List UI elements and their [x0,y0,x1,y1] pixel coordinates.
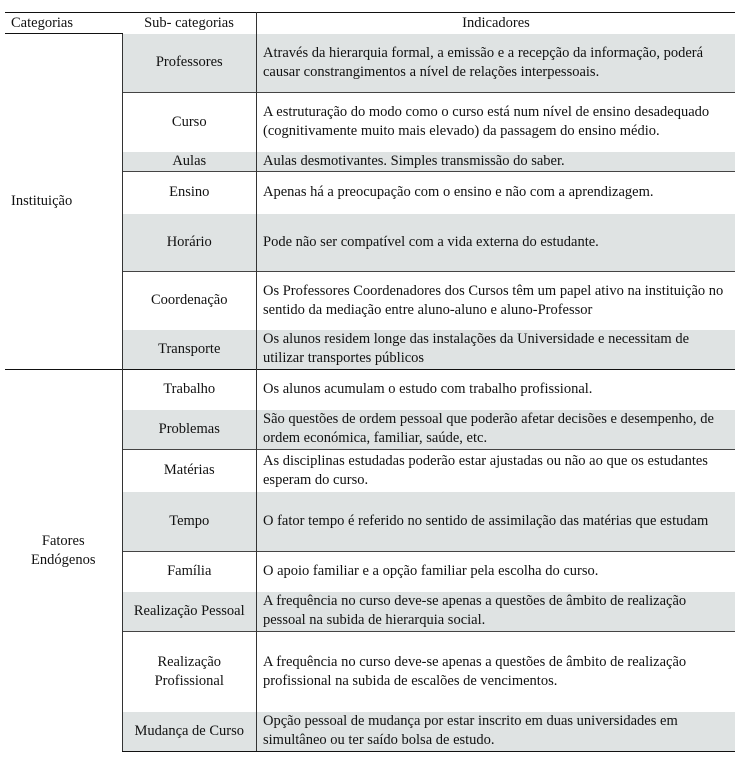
header-subcategorias: Sub- categorias [122,13,257,34]
indicator-cell: Pode não ser compatível com a vida externa do estudante. [257,214,736,272]
subcategory-cell: Trabalho [122,370,257,410]
indicator-cell: O fator tempo é referido no sentido de assimilação das matérias que estudam [257,492,736,552]
subcategory-cell: Matérias [122,450,257,492]
subcategory-cell: Família [122,552,257,592]
indicator-cell: A frequência no curso deve-se apenas a questões de âmbito de realização pessoal na subida de hierarquia social. [257,592,736,632]
subcategory-cell: Realização Profissional [122,632,257,712]
table-body [5,34,735,752]
indicator-cell: Os alunos residem longe das instalações da Universidade e necessitam de utilizar transportes públicos [257,330,736,370]
table-row [5,370,735,410]
indicator-cell: Aulas desmotivantes. Simples transmissão do saber. [257,152,736,172]
subcategory-cell: Professores [122,34,257,93]
table-row [5,34,735,93]
subcategory-cell: Horário [122,214,257,272]
subcategory-cell: Coordenação [122,272,257,330]
indicator-cell: São questões de ordem pessoal que poderão afetar decisões e desempenho, de ordem económica, familiar, saúde, etc. [257,410,736,450]
subcategory-cell: Mudança de Curso [122,712,257,752]
categories-table [5,12,735,752]
subcategory-cell: Tempo [122,492,257,552]
subcategory-cell: Ensino [122,172,257,214]
indicator-cell: Apenas há a preocupação com o ensino e não com a aprendizagem. [257,172,736,214]
indicator-cell: O apoio familiar e a opção familiar pela escolha do curso. [257,552,736,592]
subcategory-cell: Transporte [122,330,257,370]
subcategory-cell: Problemas [122,410,257,450]
subcategory-cell: Aulas [122,152,257,172]
indicator-cell: A estruturação do modo como o curso está num nível de ensino desadequado (cognitivamente muito mais elevado) da passagem do ensino médio. [257,93,736,152]
header-categorias: Categorias [5,13,122,34]
header-indicadores: Indicadores [257,13,736,34]
subcategory-cell: Realização Pessoal [122,592,257,632]
category-cell: Fatores Endógenos [5,370,122,752]
subcategory-cell: Curso [122,93,257,152]
category-cell: Instituição [11,193,73,209]
indicator-cell: Os alunos acumulam o estudo com trabalho profissional. [257,370,736,410]
indicator-cell: Opção pessoal de mudança por estar inscrito em duas universidades em simultâneo ou ter saído bolsa de estudo. [257,712,736,752]
indicator-cell: A frequência no curso deve-se apenas a questões de âmbito de realização profissional na subida de escalões de vencimentos. [257,632,736,712]
indicator-cell: Os Professores Coordenadores dos Cursos têm um papel ativo na instituição no sentido da mediação entre aluno-aluno e aluno-Professor [257,272,736,330]
indicator-cell: Através da hierarquia formal, a emissão e a recepção da informação, poderá causar constrangimentos a nível de relações interpessoais. [257,34,736,93]
table-header-row [5,13,735,34]
indicator-cell: As disciplinas estudadas poderão estar ajustadas ou não ao que os estudantes esperam do curso. [257,450,736,492]
